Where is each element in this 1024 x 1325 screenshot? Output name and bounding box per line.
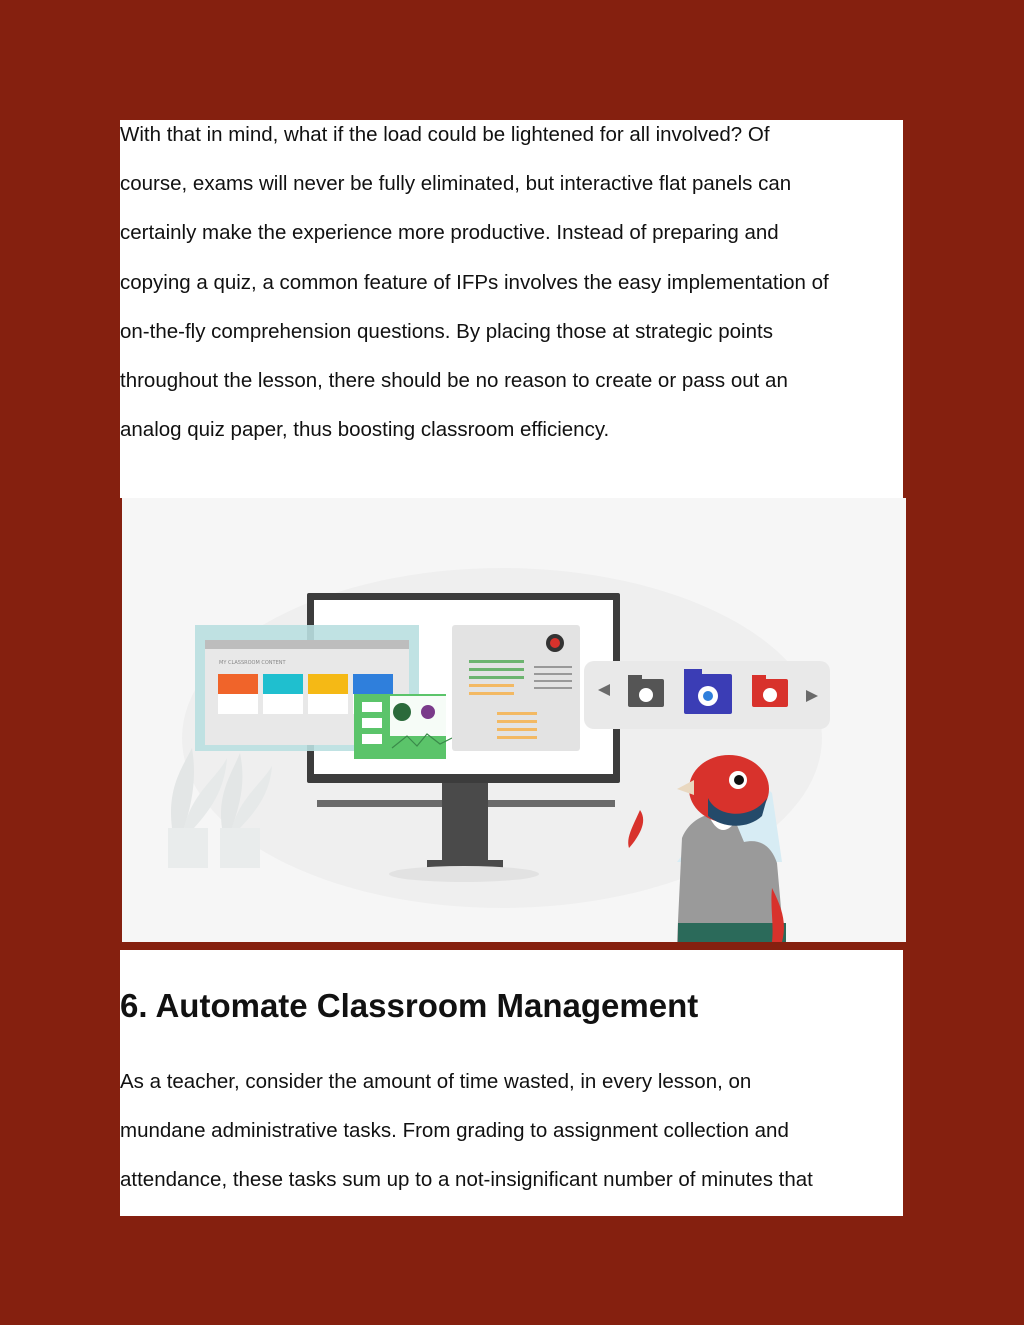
chart-card xyxy=(452,625,580,751)
section-heading: 6. Automate Classroom Management xyxy=(120,987,699,1024)
folder-icon xyxy=(752,675,788,707)
paragraph-classroom-management xyxy=(120,1057,813,1205)
paragraph-quiz xyxy=(120,110,829,454)
folder-icon xyxy=(628,675,664,707)
text-line: course, exams will never be fully eliminated, but interactive flat panels can xyxy=(120,172,792,196)
panel-title: MY CLASSROOM CONTENT xyxy=(219,660,286,666)
folder-icon xyxy=(684,669,732,714)
text-line: With that in mind, what if the load could be lightened for all involved? Of xyxy=(120,123,770,146)
text-line: copying a quiz, a common feature of IFPs involves the easy implementation of xyxy=(120,270,829,294)
text-line: mundane administrative tasks. From grading to assignment collection and xyxy=(120,1119,789,1143)
text-line: on-the-fly comprehension questions. By placing those at strategic points xyxy=(120,319,773,343)
text-panel-bottom xyxy=(120,950,903,1216)
green-card-panel xyxy=(354,694,460,759)
text-panel-top xyxy=(120,120,903,498)
folder-carousel xyxy=(584,661,830,729)
text-line: attendance, these tasks sum up to a not-insignificant number of minutes that xyxy=(120,1168,813,1192)
text-line: As a teacher, consider the amount of time wasted, in every lesson, on xyxy=(120,1070,752,1093)
classroom-illustration-svg xyxy=(122,498,906,942)
classroom-illustration xyxy=(122,498,906,942)
text-line: analog quiz paper, thus boosting classroom efficiency. xyxy=(120,418,610,442)
text-line: throughout the lesson, there should be no reason to create or pass out an xyxy=(120,369,788,393)
text-line: certainly make the experience more productive. Instead of preparing and xyxy=(120,221,779,245)
